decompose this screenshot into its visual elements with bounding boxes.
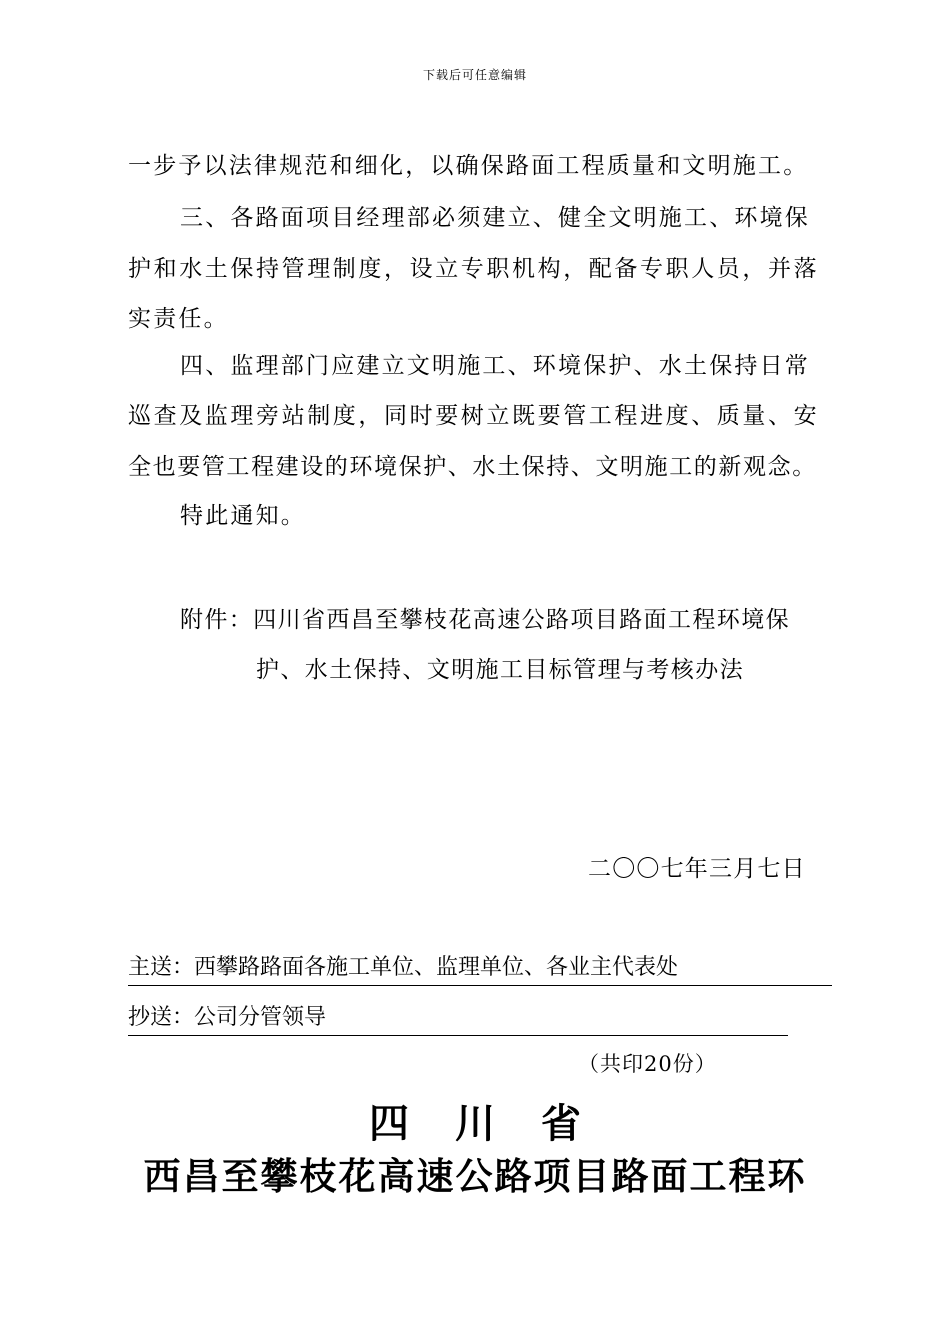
document-date: 二〇〇七年三月七日: [588, 856, 806, 882]
attachment-line-1: 附件：四川省西昌至攀枝花高速公路项目路面工程环境保: [180, 607, 790, 633]
body-line-1: 一步予以法律规范和细化，以确保路面工程质量和文明施工。: [128, 153, 809, 179]
body-line-8: 特此通知。: [180, 503, 306, 529]
body-line-6: 巡查及监理旁站制度，同时要树立既要管工程进度、质量、安: [128, 403, 820, 429]
copies-count: （共印20份）: [578, 1052, 717, 1076]
body-line-4: 实责任。: [128, 306, 229, 332]
distribution-to: 主送：西攀路路面各施工单位、监理单位、各业主代表处: [128, 950, 832, 986]
next-title-line-1: 四川省: [369, 1100, 627, 1147]
body-line-3: 护和水土保持管理制度，设立专职机构，配备专职人员，并落: [128, 256, 820, 282]
attachment-line-2: 护、水土保持、文明施工目标管理与考核办法: [256, 657, 744, 683]
next-title-line-2: 西昌至攀枝花高速公路项目路面工程环: [143, 1154, 807, 1198]
body-line-7: 全也要管工程建设的环境保护、水土保持、文明施工的新观念。: [128, 454, 817, 480]
page-header: 下载后可任意编辑: [422, 68, 527, 82]
body-line-2: 三、各路面项目经理部必须建立、健全文明施工、环境保: [180, 205, 810, 231]
body-line-5: 四、监理部门应建立文明施工、环境保护、水土保持日常: [180, 353, 810, 379]
distribution-cc: 抄送：公司分管领导: [128, 1000, 788, 1036]
